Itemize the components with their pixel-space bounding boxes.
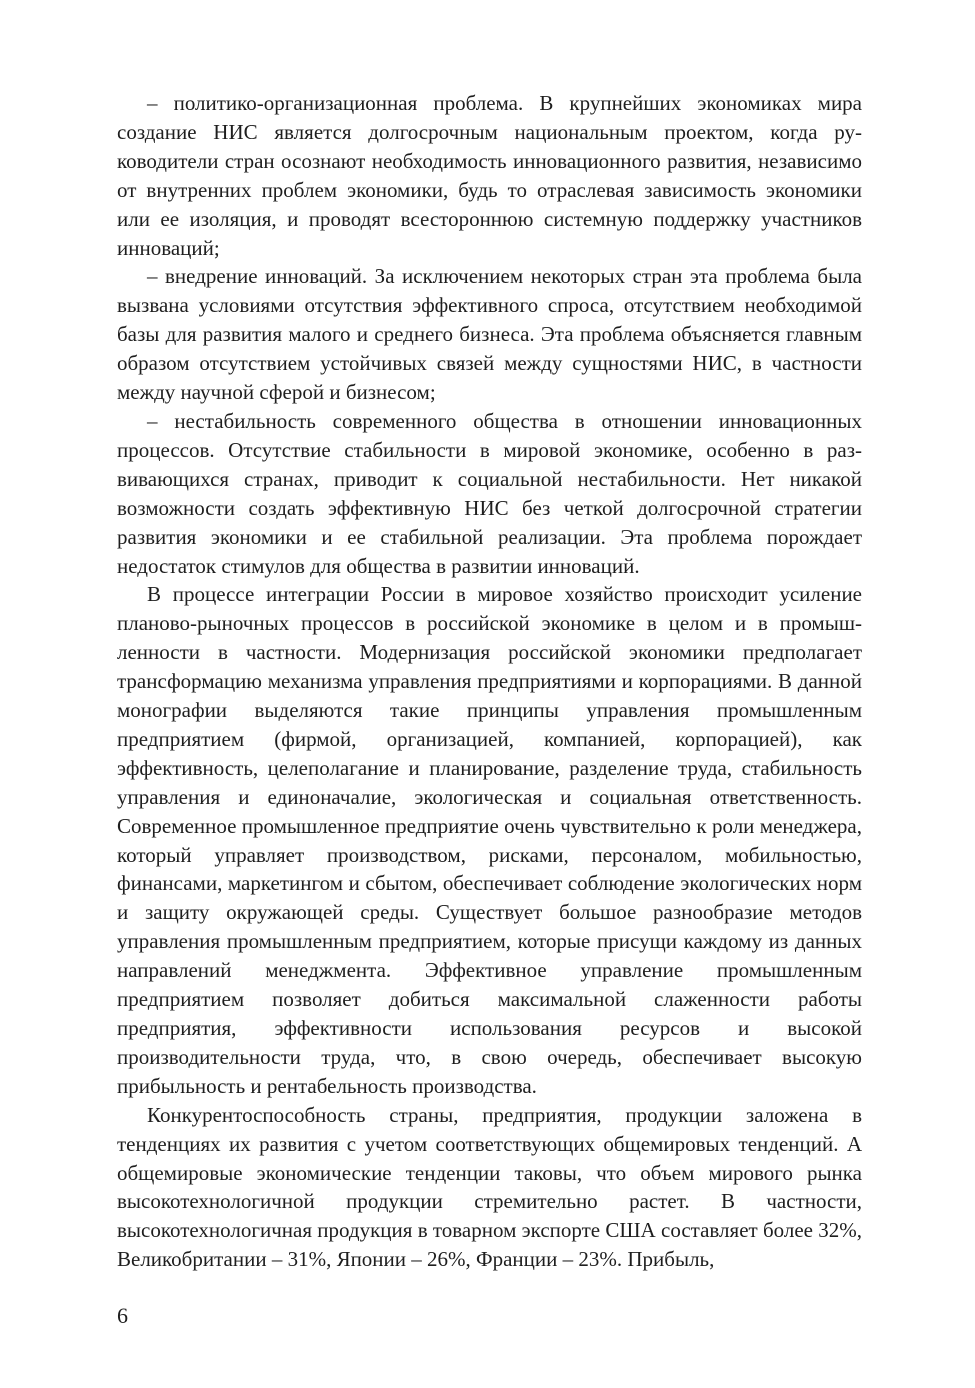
paragraph-4: В процессе интеграции России в мировое хозяйство происходит усиление планово-рыночных процессов в российской экономике в целом и в промышленности в частности. Модернизация российской экономики предполагает трансформацию механизма управления предприятиями и корпорациями. В данной монографии выделяются такие принципы управления промышленным предприятием (фирмой, организацией, компанией, корпорацией), как эффективность, целеполагание и планирование, разделение труда, стабильность управления и единоначалие, экологическая и социальная ответственность. Современное промышленное предприятие очень чувствительно к роли менеджера, который управляет производством, рисками, персоналом, мобильностью, финансами, маркетингом и сбытом, обеспечивает соблюдение экологических норм и защиту окружающей среды. Существует большое разнообразие методов управления промышленным предприятием, которые присущи каждому из данных направлений менеджмента. Эффективное управление промышленным предприятием позволяет добиться максимальной слаженности работы предприятия, эффективности использования ресурсов и высокой производительности труда, что, в свою очередь, обеспечивает высокую прибыльность и рентабельность производства. bbox=[117, 582, 862, 1098]
page-number: 6 bbox=[117, 1303, 128, 1328]
paragraph-2: – внедрение инноваций. За исключением некоторых стран эта проблема была вызвана условиями отсутствия эффективного спроса, отсутствием необходимой базы для развития малого и среднего бизнеса. Эта проблема объясняется главным образом отсутствием устойчивых связей между сущностями НИС, в частности между научной сферой и бизнесом; bbox=[117, 264, 862, 405]
paragraph-5: Конкурентоспособность страны, предприятия, продукции заложена в тенденциях их развития с учетом соответствующих общемировых тенденций. А общемировые экономические тенденции таковы, что объем мирового рынка высокотехнологичной продукции стремительно растет. В частности, высокотехнологичная продукция в товарном экспорте США составляет более 32%, Великобритании – 31%, Японии – 26%, Франции – 23%. Прибыль, bbox=[117, 1102, 862, 1272]
paragraph-1: – политико-организационная проблема. В крупнейших экономиках мира создание НИС является долгосрочным национальным проектом, когда руководители стран осознают необходимость инновационного развития, независимо от внутренних проблем экономики, будь то отраслевая зависимость экономики или ее изоляция, и проводят всестороннюю системную поддержку участников инноваций; bbox=[117, 91, 862, 260]
paragraph-3: – нестабильность современного общества в отношении инновационных процессов. Отсутствие стабильности в мировой экономике, особенно в развивающихся странах, приводит к социальной нестабильности. Нет никакой возможности создать эффективную НИС без четкой долгосрочной стратегии развития экономики и ее стабильной реализации. Эта проблема порождает недостаток стимулов для общества в развитии инноваций. bbox=[117, 408, 862, 578]
page-body bbox=[117, 89, 862, 1274]
